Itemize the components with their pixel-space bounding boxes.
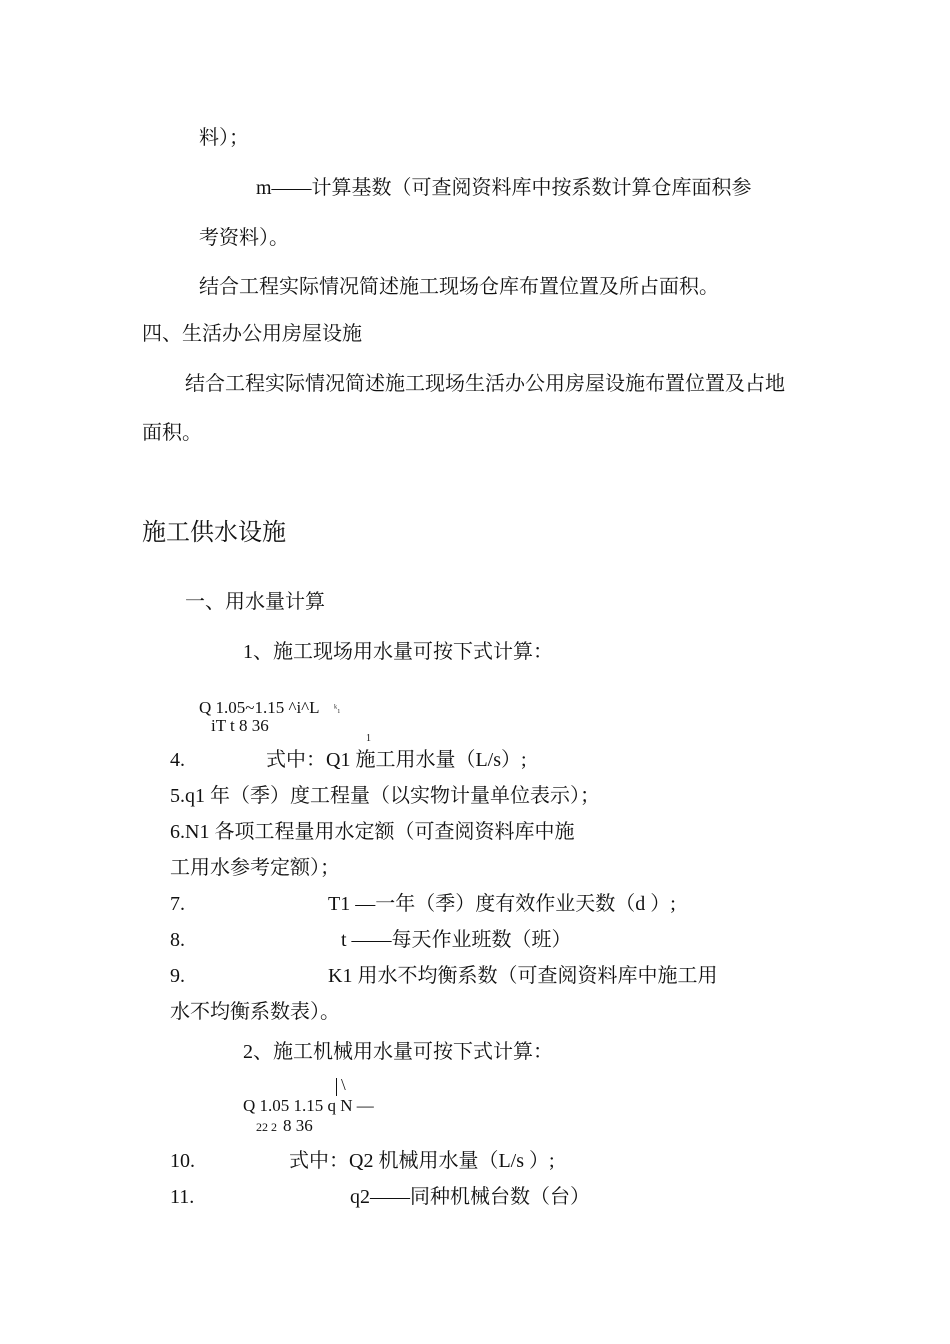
formula-fragment: 1 [366, 733, 371, 744]
text-line: q2——同种机械台数（台） [350, 1186, 590, 1208]
text-line: 1、施工现场用水量可按下式计算： [243, 641, 553, 663]
text-line: 式中：Q1 施工用水量（L/s）; [266, 749, 527, 771]
section-heading: 四、生活办公用房屋设施 [142, 323, 362, 345]
formula-line: Q 1.05 1.15 q N — [243, 1096, 374, 1115]
text-line: 水不均衡系数表）。 [170, 1001, 340, 1023]
text-line: 2、施工机械用水量可按下式计算： [243, 1041, 553, 1063]
list-number: 7. [170, 893, 185, 915]
text-line: T1 —一年（季）度有效作业天数（d ）; [328, 893, 676, 915]
list-number: 8. [170, 929, 185, 951]
text-line: 结合工程实际情况简述施工现场仓库布置位置及所占面积。 [199, 276, 719, 298]
text-line: m——计算基数（可查阅资料库中按系数计算仓库面积参 [256, 177, 752, 199]
list-number: 4. [170, 749, 185, 771]
text-line: 结合工程实际情况简述施工现场生活办公用房屋设施布置位置及占地 [185, 373, 785, 395]
text-line: 面积。 [142, 422, 202, 444]
chapter-title: 施工供水设施 [142, 520, 286, 546]
formula-line: iT t 8 36 [211, 716, 269, 735]
list-number: 11. [170, 1186, 195, 1208]
text-line: 6.N1 各项工程量用水定额（可查阅资料库中施 [170, 821, 575, 843]
formula-bracket [336, 1078, 337, 1096]
text-line: 式中：Q2 机械用水量（L/s ）; [289, 1150, 555, 1172]
text-line: 考资料）。 [199, 227, 289, 249]
text-line: 5.q1 年（季）度工程量（以实物计量单位表示）； [170, 785, 600, 807]
text-line: K1 用水不均衡系数（可查阅资料库中施工用 [328, 965, 718, 987]
formula-fragment: \ [341, 1075, 346, 1094]
list-number: 10. [170, 1150, 195, 1172]
text-line: 料）； [199, 127, 249, 149]
formula-line: Q 1.05~1.15 ^i^L [199, 698, 320, 717]
formula-line: 8 36 [283, 1116, 313, 1135]
section-heading: 一、用水量计算 [185, 591, 325, 613]
text-line: t ——每天作业班数（班） [341, 929, 572, 951]
formula-fragment: 22 2 [256, 1120, 277, 1134]
text-line: 工用水参考定额）； [170, 857, 340, 879]
list-number: 9. [170, 965, 185, 987]
formula-fragment: ᵏ₁ [334, 703, 341, 714]
